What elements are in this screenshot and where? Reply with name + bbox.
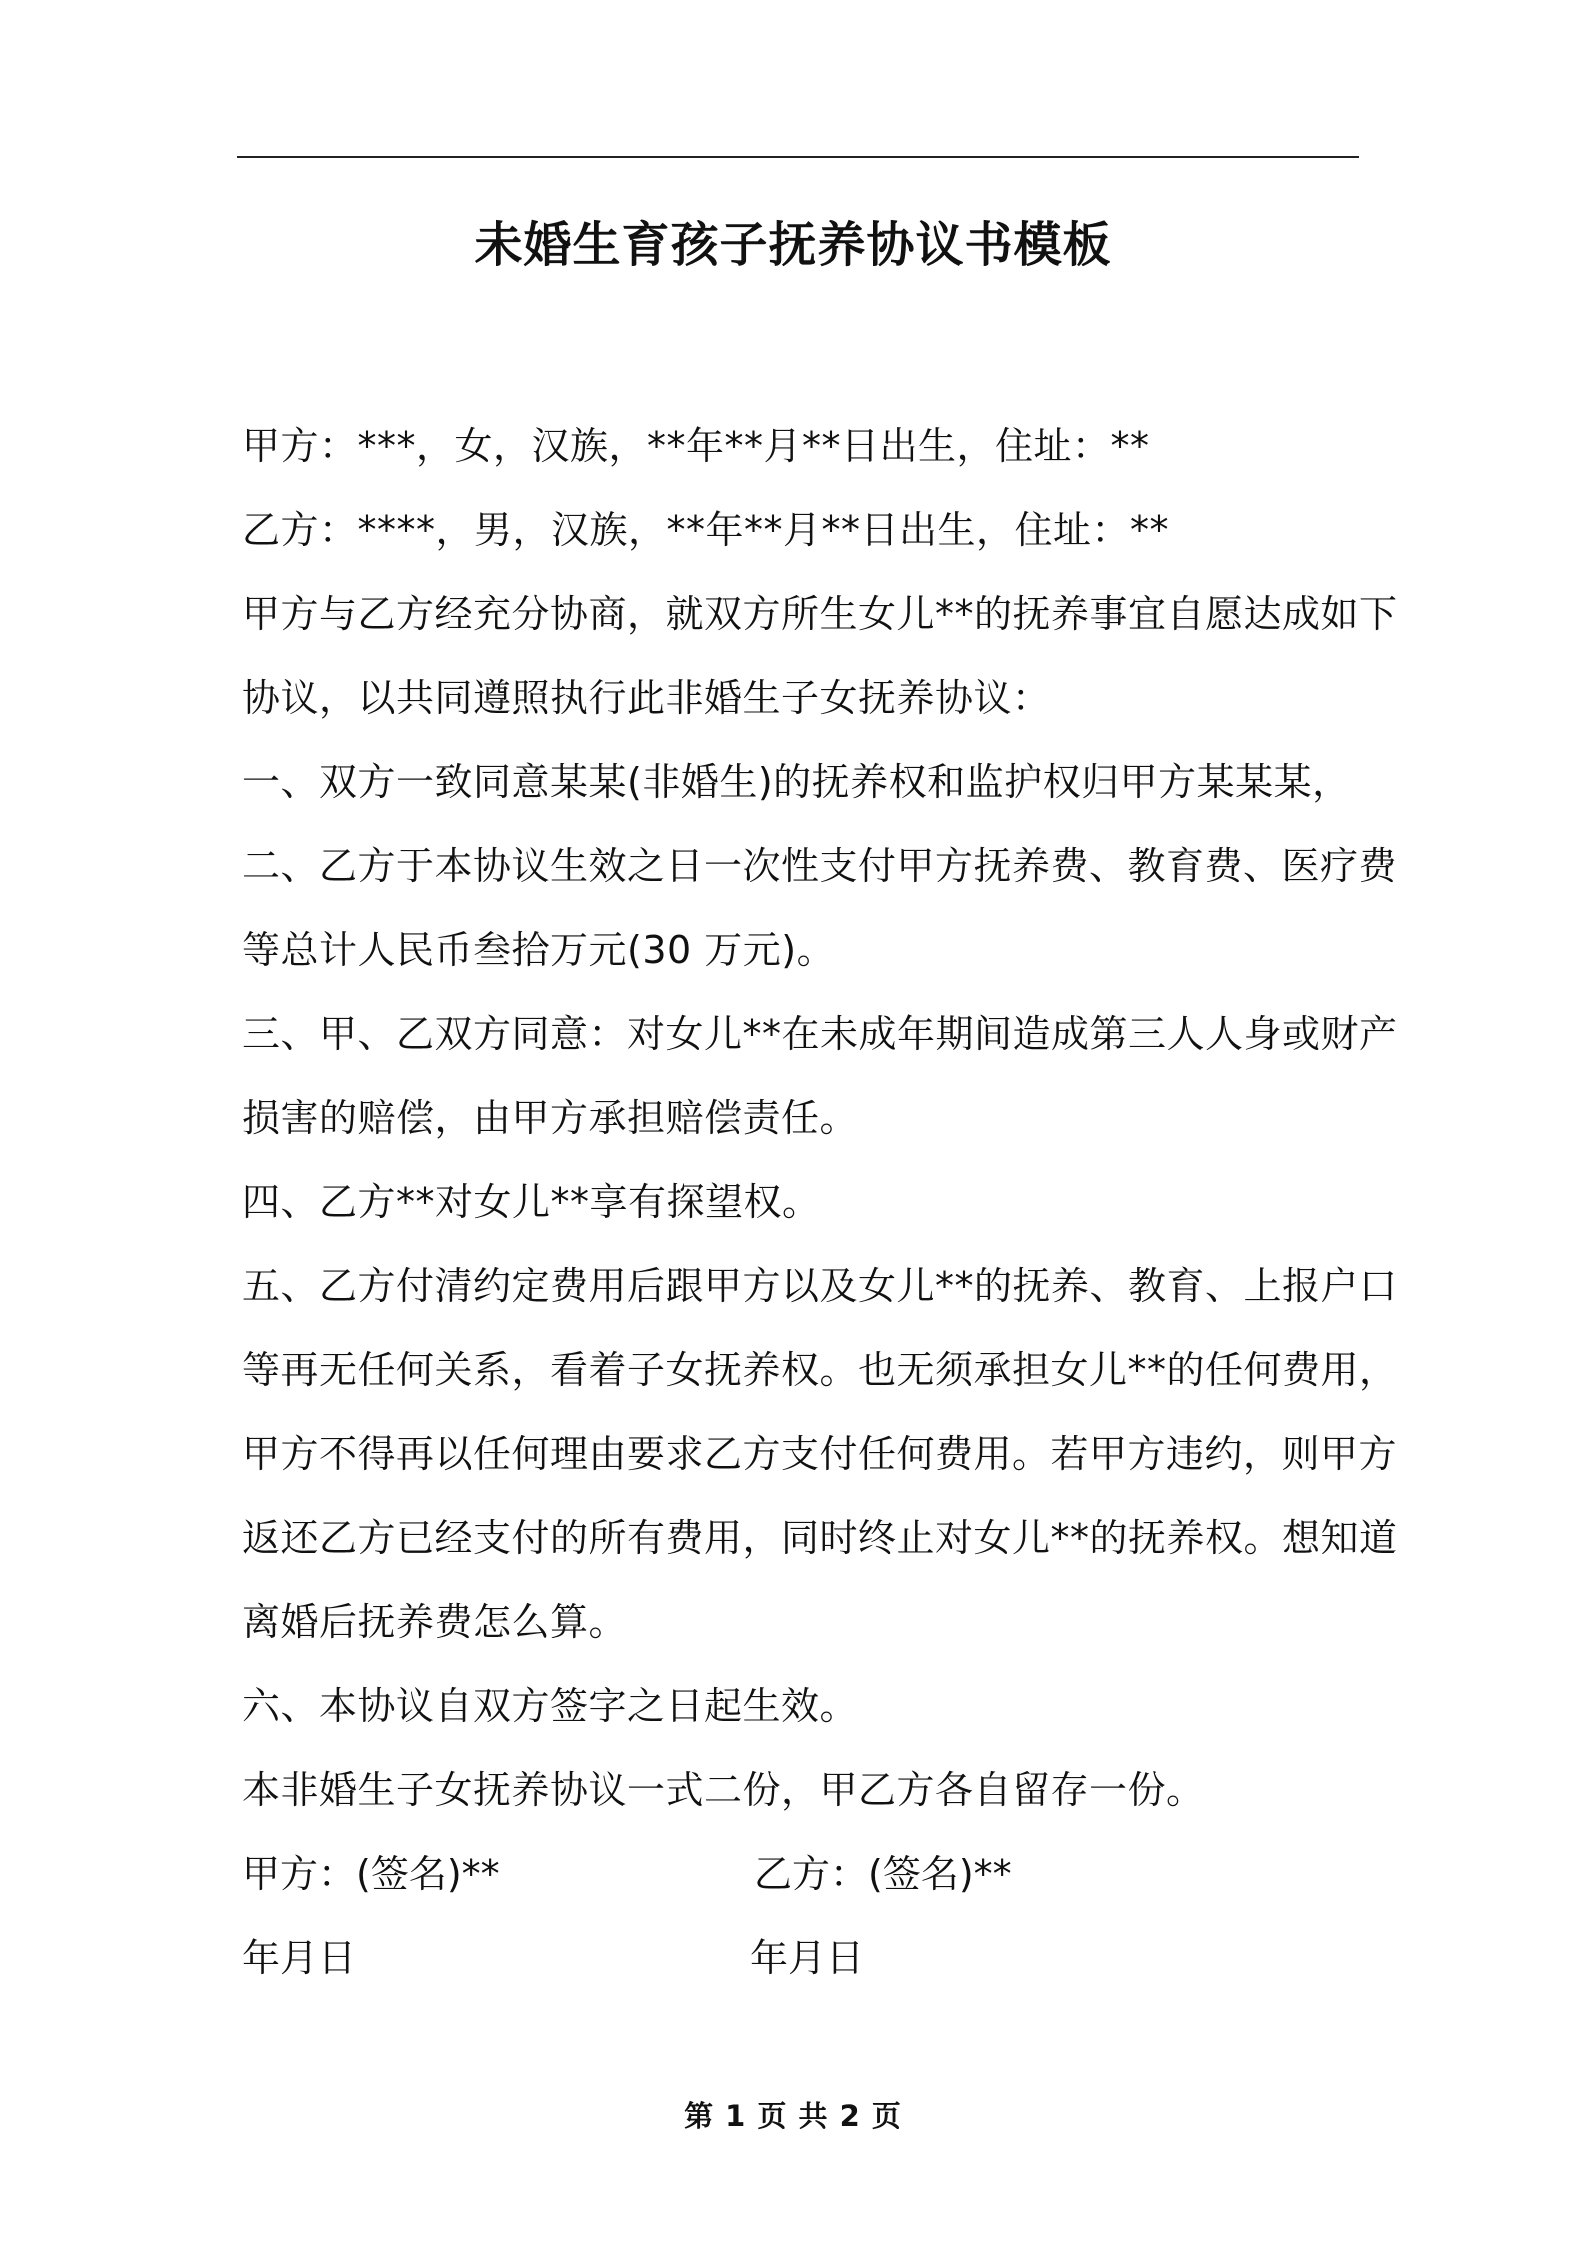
clause-2-line-1: 二、乙方于本协议生效之日一次性支付甲方抚养费、教育费、医疗费 — [242, 844, 1398, 888]
clause-5-line-1: 五、乙方付清约定费用后跟甲方以及女儿**的抚养、教育、上报户口 — [242, 1264, 1398, 1308]
clause-5-line-2: 等再无任何关系，看着子女抚养权。也无须承担女儿**的任何费用， — [242, 1348, 1398, 1392]
copies-statement: 本非婚生子女抚养协议一式二份，甲乙方各自留存一份。 — [242, 1768, 1205, 1812]
clause-2-line-2: 等总计人民币叁拾万元(30 万元)。 — [242, 928, 836, 972]
party-b-info: 乙方：****，男，汉族，**年**月**日出生，住址：** — [242, 508, 1170, 552]
clause-5-line-3: 甲方不得再以任何理由要求乙方支付任何费用。若甲方违约，则甲方 — [242, 1432, 1398, 1476]
document-body — [242, 404, 1398, 2000]
document-title: 未婚生育孩子抚养协议书模板 — [474, 217, 1112, 273]
header-rule — [237, 156, 1359, 158]
clause-3-line-2: 损害的赔偿，由甲方承担赔偿责任。 — [242, 1096, 859, 1140]
clause-1: 一、双方一致同意某某(非婚生)的抚养权和监护权归甲方某某某， — [242, 760, 1351, 804]
date-row — [242, 1916, 1362, 2000]
clause-5-line-5: 离婚后抚养费怎么算。 — [242, 1600, 628, 1644]
party-a-date: 年月日 — [242, 1936, 357, 1980]
party-a-info: 甲方：***，女，汉族，**年**月**日出生，住址：** — [242, 424, 1150, 468]
preamble-line-2: 协议，以共同遵照执行此非婚生子女抚养协议： — [242, 676, 1051, 720]
page-number: 第 1 页 共 2 页 — [684, 2099, 902, 2133]
party-a-signature: 甲方：(签名)** — [242, 1852, 500, 1896]
clause-4: 四、乙方**对女儿**享有探望权。 — [242, 1180, 821, 1224]
preamble-line-1: 甲方与乙方经充分协商，就双方所生女儿**的抚养事宜自愿达成如下 — [242, 592, 1398, 636]
signature-row — [242, 1832, 1362, 1916]
clause-5-line-4: 返还乙方已经支付的所有费用，同时终止对女儿**的抚养权。想知道 — [242, 1516, 1398, 1560]
party-b-signature: 乙方：(签名)** — [754, 1852, 1012, 1896]
clause-6: 六、本协议自双方签字之日起生效。 — [242, 1684, 859, 1728]
party-b-date: 年月日 — [750, 1936, 865, 1980]
clause-3-line-1: 三、甲、乙双方同意：对女儿**在未成年期间造成第三人人身或财产 — [242, 1012, 1398, 1056]
